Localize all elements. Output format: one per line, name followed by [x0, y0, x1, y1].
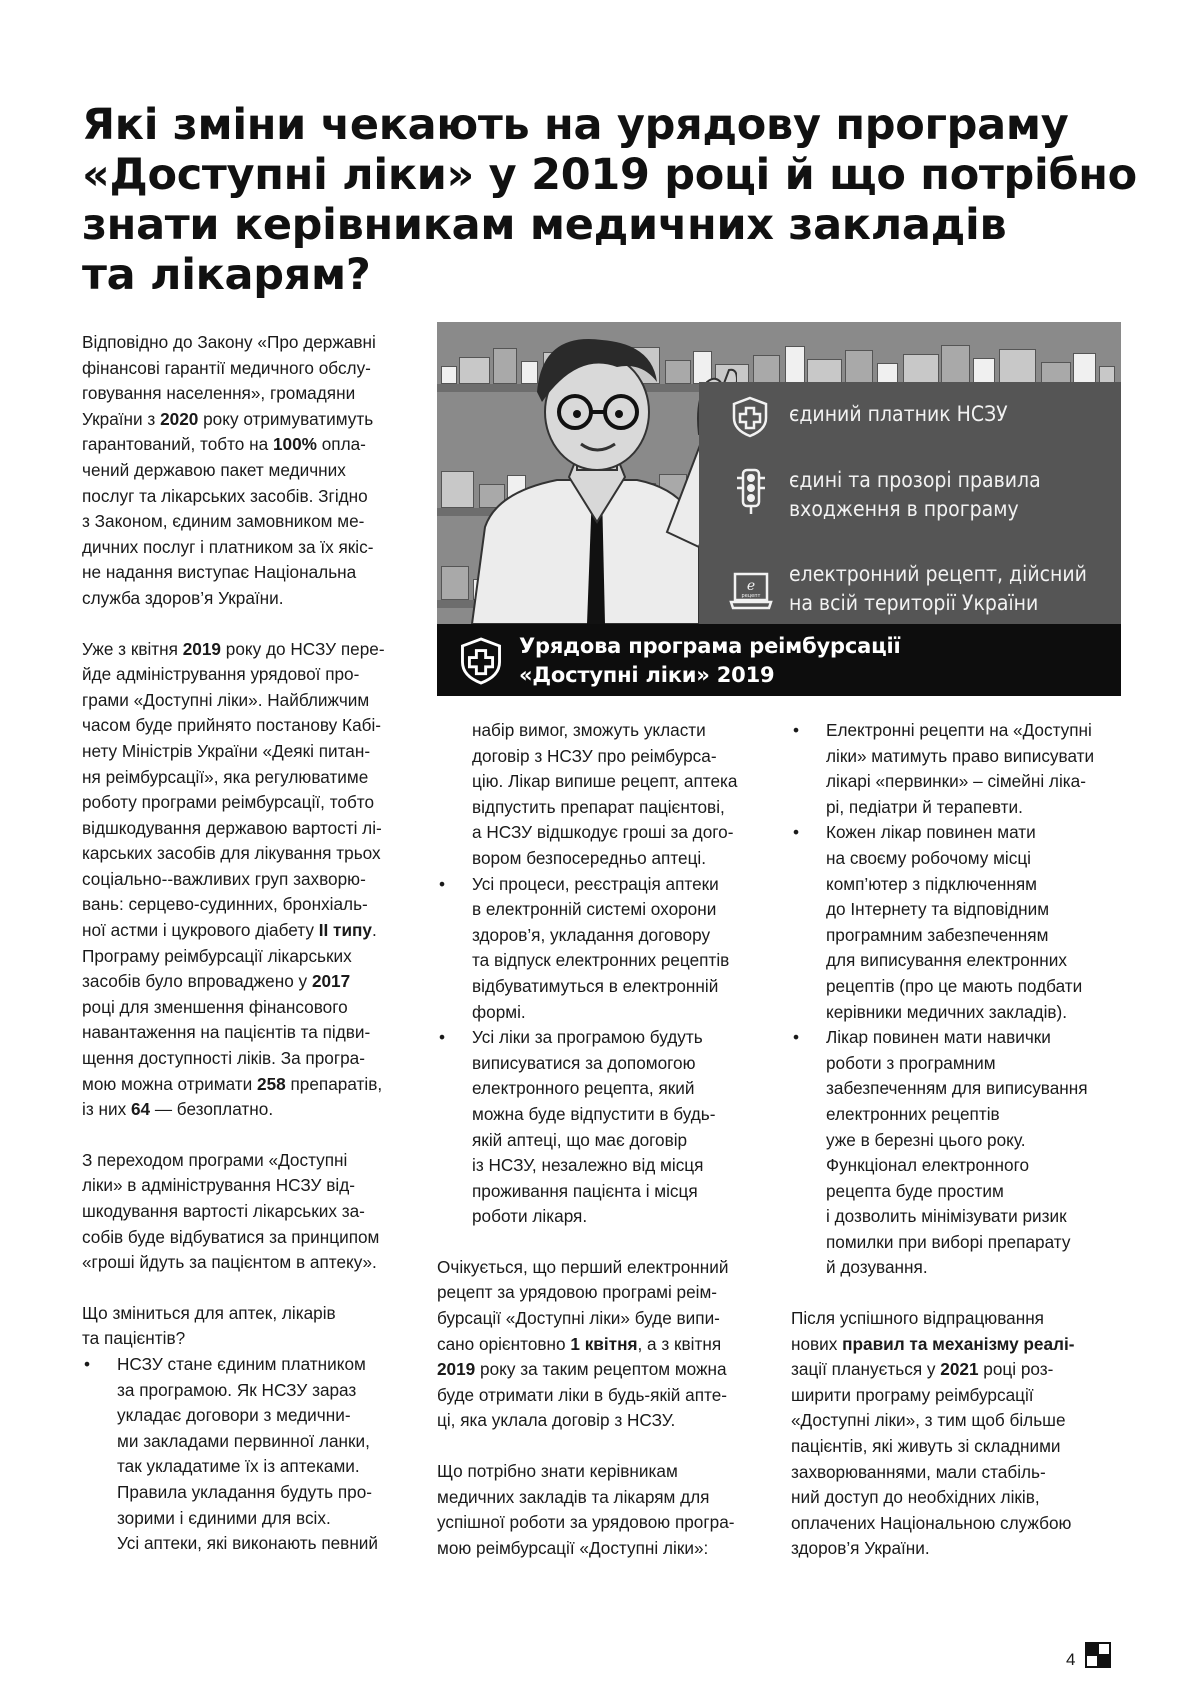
banner-title [519, 632, 900, 690]
bullet-dot: • [793, 1027, 800, 1048]
text-line: забезпеченням для виписування [826, 1078, 1088, 1099]
text-line: вором безпосередньо аптеці. [472, 847, 707, 868]
text-line: формі. [472, 1001, 526, 1022]
text-line: ми закладами первинної ланки, [117, 1430, 370, 1451]
paragraph-intro [82, 330, 402, 612]
list-item-text [826, 1025, 1121, 1281]
text-line: роботи з програмним [826, 1052, 996, 1073]
text-line: ширити програму реімбурсації [791, 1384, 1034, 1405]
text-line: навантаження на пацієнтів та підви- [82, 1022, 371, 1043]
shield-cross-icon [459, 636, 503, 686]
text-line: ної астми і цукрового діабету II типу. [82, 920, 377, 941]
text-line: Усі процеси, реєстрація аптеки [472, 873, 719, 894]
text-line: виписуватися за допомогою [472, 1052, 696, 1073]
title-line: «Доступні ліки» у 2019 році й що потрібно [82, 150, 1137, 200]
laptop-prescription-icon [729, 572, 773, 612]
text-line: Усі аптеки, які виконають певний [117, 1533, 379, 1554]
text-line: успішної роботи за урядовою програ- [437, 1512, 735, 1533]
feature-text: єдині та прозорі правила [789, 468, 1041, 492]
text-line: буде отримати ліки в будь-якій апте- [437, 1384, 728, 1405]
article-title [82, 100, 1137, 300]
title-line: знати керівникам медичних закладів [82, 200, 1007, 250]
traffic-light-icon [735, 468, 767, 516]
text-line: рецепт за урядовою програмі реім- [437, 1282, 718, 1303]
pharmacist-illustration [437, 322, 737, 624]
text-line: цію. Лікар випише рецепт, аптека [472, 771, 738, 792]
text-line: послуг та лікарських засобів. Згідно [82, 485, 368, 506]
feature-single-payer [789, 400, 1008, 429]
text-line: шкодування вартості лікарських за- [82, 1201, 365, 1221]
feature-text: входження в програму [789, 497, 1019, 521]
text-line: Усі ліки за програмою будуть [472, 1027, 703, 1048]
text-line: Кожен лікар повинен мати [826, 822, 1036, 843]
list-item-text [826, 820, 1121, 1025]
text-line: чений державою пакет медичних [82, 459, 346, 480]
text-line: сано орієнтовно 1 квітня, а з квітня [437, 1333, 722, 1354]
text-line: дичних послуг і платником за їх якіс- [82, 536, 374, 557]
medicine-box [807, 359, 842, 384]
text-line: України з 2020 року отримуватимуть [82, 408, 374, 429]
text-line: договір з НСЗУ про реімбурса- [472, 745, 717, 766]
text-line: електронних рецептів [826, 1103, 1000, 1124]
text-line: Програму реімбурсації лікарських [82, 945, 352, 966]
text-line: Відповідно до Закону «Про державні [82, 332, 376, 352]
list-item [791, 1025, 1121, 1281]
text-line: та пацієнтів? [82, 1328, 186, 1349]
bullet-dot: • [439, 1027, 446, 1048]
text-line: «гроші йдуть за пацієнтом в аптеку». [82, 1252, 377, 1273]
paragraph-transfer [82, 637, 402, 1123]
text-line: роботу програми реімбурсації, тобто [82, 792, 375, 813]
text-line: оплачених Національною службою [791, 1512, 1072, 1533]
list-item-text [472, 872, 762, 1026]
bullet-dot: • [84, 1353, 91, 1374]
text-line: здоров’я України. [791, 1538, 930, 1559]
text-line: роботи лікаря. [472, 1206, 588, 1227]
title-line: Які зміни чекають на урядову програму [82, 100, 1069, 150]
laptop-badge: e [746, 578, 756, 594]
text-line: Уже з квітня 2019 року до НСЗУ пере- [82, 638, 385, 659]
text-line: за програмою. Як НСЗУ зараз [117, 1379, 357, 1400]
title-line: та лікарям? [82, 250, 371, 300]
shield-cross-icon [731, 396, 769, 438]
text-line: програмним забезпеченням [826, 924, 1049, 945]
text-line: році для зменшення фінансового [82, 996, 348, 1017]
text-column-1 [82, 330, 402, 1557]
text-line: ці, яка уклала договір з НСЗУ. [437, 1410, 676, 1431]
text-line: укладає договори з медични- [117, 1405, 351, 1426]
text-line: відпустить препарат пацієнтові, [472, 796, 725, 817]
list-item [437, 1025, 762, 1230]
text-line: керівники медичних закладів). [826, 1001, 1068, 1022]
text-line: засобів було впроваджено у 2017 [82, 971, 351, 992]
text-line: Електронні рецепти на «Доступні [826, 720, 1092, 740]
text-line: зорими і єдиними для всіх. [117, 1507, 331, 1528]
text-line: грами «Доступні ліки». Найближчим [82, 689, 370, 710]
text-line: для виписування електронних [826, 950, 1067, 971]
text-line: 2019 року за таким рецептом можна [437, 1359, 727, 1380]
text-line: мою можна отримати 258 препаратів, [82, 1073, 383, 1094]
list-item-text [117, 1352, 402, 1557]
medicine-box [941, 345, 970, 384]
text-column-2 [437, 718, 762, 1561]
medicine-box [877, 363, 898, 384]
list-item [791, 820, 1121, 1025]
text-line: помилки при виборі препарату [826, 1231, 1071, 1252]
text-line: Лікар повинен мати навички [826, 1027, 1051, 1048]
text-line: лікарі «первинки» – сімейні ліка- [826, 771, 1086, 792]
text-line: Після успішного відпрацювання [791, 1308, 1044, 1329]
text-line: щення доступності ліків. За програ- [82, 1048, 365, 1069]
bullet-dot: • [793, 822, 800, 843]
list-item [82, 1352, 402, 1557]
program-banner [437, 624, 1121, 696]
text-line: а НСЗУ відшкодує гроші за дого- [472, 822, 734, 843]
text-line: так укладатиме їх із аптеками. [117, 1456, 360, 1477]
text-line: можна буде відпустити в будь- [472, 1103, 716, 1124]
list-item-continued [437, 718, 762, 872]
list-item [437, 872, 762, 1026]
text-line: якій аптеці, що має договір [472, 1129, 688, 1150]
text-column-3 [791, 718, 1121, 1562]
text-line: із них 64 — безоплатно. [82, 1099, 274, 1120]
page-number: 4 [1066, 1650, 1076, 1669]
text-line: говування населення», громадяни [82, 383, 356, 404]
list-item-text [826, 718, 1121, 820]
banner-line: Урядова програма реімбурсації [519, 634, 901, 658]
text-line: ня реімбурсації», яка регулюватиме [82, 766, 369, 787]
text-line: уже в березні цього року. [826, 1129, 1026, 1150]
text-line: собів буде відбуватися за принципом [82, 1226, 380, 1247]
medicine-box [845, 350, 873, 384]
medicine-box [1073, 353, 1096, 384]
text-line: з Законом, єдиним замовником ме- [82, 511, 365, 532]
text-line: часом буде прийнято постанову Кабі- [82, 715, 382, 736]
text-line: проживання пацієнта і місця [472, 1180, 698, 1201]
text-line: ліки» матимуть право виписувати [826, 745, 1095, 766]
list-item-text [472, 1025, 762, 1230]
text-line: медичних закладів та лікарям для [437, 1486, 710, 1507]
paragraph-expansion [791, 1306, 1121, 1562]
text-line: рецептів (про це мають подбати [826, 975, 1083, 996]
bullet-dot: • [793, 720, 800, 740]
text-line: нету Міністрів України «Деякі питан- [82, 740, 371, 761]
text-line: зації планується у 2021 році роз- [791, 1359, 1054, 1380]
text-line: Функціонал електронного [826, 1155, 1030, 1176]
text-line: набір вимог, зможуть укласти [472, 720, 706, 740]
text-line: і дозволить мінімізувати ризик [826, 1206, 1067, 1227]
text-line: комп’ютер з підключенням [826, 873, 1037, 894]
text-line: нових правил та механізму реалі- [791, 1333, 1075, 1354]
paragraph-question [82, 1301, 402, 1352]
medicine-box [973, 358, 995, 384]
laptop-caption: рецепт [741, 593, 761, 599]
feature-text: електронний рецепт, дійсний [789, 562, 1087, 586]
text-line: рі, педіатри й терапевти. [826, 796, 1023, 817]
banner-line: «Доступні ліки» 2019 [519, 663, 775, 687]
text-line: «Доступні ліки», з тим щоб більше [791, 1410, 1066, 1431]
text-line: соціально--важливих груп захворю- [82, 868, 366, 889]
text-line: Правила укладання будуть про- [117, 1481, 372, 1502]
feature-transparent-rules [789, 466, 1041, 524]
feature-e-prescription [789, 560, 1087, 618]
text-line: здоров’я, укладання договору [472, 924, 711, 945]
text-line: ний доступ до необхідних ліків, [791, 1487, 1040, 1508]
text-line: З переходом програми «Доступні [82, 1149, 348, 1170]
list-item [791, 718, 1121, 820]
text-line: в електронній системі охорони [472, 899, 717, 920]
text-line: карських засобів для лікування трьох [82, 843, 381, 864]
text-line: НСЗУ стане єдиним платником [117, 1353, 366, 1374]
text-line: не надання виступає Національна [82, 562, 357, 583]
paragraph-principle [82, 1148, 402, 1276]
medicine-box [1041, 362, 1071, 384]
text-line: Що потрібно знати керівникам [437, 1461, 678, 1482]
text-line: Очікується, що перший електронний [437, 1256, 729, 1277]
text-line: до Інтернету та відповідним [826, 899, 1050, 920]
paragraph-what-to-know [437, 1459, 762, 1561]
text-line: й дозування. [826, 1257, 928, 1278]
medicine-box [903, 354, 939, 384]
paragraph-first-prescription [437, 1255, 762, 1434]
text-line: фінансові гарантії медичного обслу- [82, 357, 371, 378]
bullet-dot: • [439, 873, 446, 894]
text-line: рецепта буде простим [826, 1180, 1004, 1201]
features-panel [699, 382, 1121, 646]
text-line: із НСЗУ, незалежно від місця [472, 1155, 704, 1176]
text-line: на своєму робочому місці [826, 847, 1031, 868]
text-line: гарантований, тобто на 100% опла- [82, 434, 366, 455]
text-line: захворюваннями, мали стабіль- [791, 1461, 1046, 1482]
text-line: пацієнтів, які живуть зі складними [791, 1436, 1061, 1457]
text-line: служба здоров’я України. [82, 587, 284, 608]
logo-grid-icon [1085, 1642, 1111, 1668]
text-line: мою реімбурсації «Доступні ліки»: [437, 1537, 709, 1558]
medicine-box [753, 355, 780, 384]
feature-text: на всій території України [789, 591, 1039, 615]
text-line: відшкодування державою вартості лі- [82, 817, 382, 838]
text-line: електронного рецепта, який [472, 1078, 695, 1099]
text-line: ліки» в адміністрування НСЗУ від- [82, 1175, 355, 1196]
text-line: бурсації «Доступні ліки» буде випи- [437, 1308, 720, 1329]
text-line: та відпуск електронних рецептів [472, 950, 730, 971]
text-line: відбуватимуться в електронній [472, 975, 719, 996]
text-line: вань: серцево-судинних, бронхіаль- [82, 894, 368, 915]
infographic [437, 322, 1121, 696]
text-line: йде адміністрування урядової про- [82, 664, 360, 685]
medicine-box [999, 349, 1036, 384]
medicine-box [785, 346, 805, 384]
list-item-text [472, 718, 762, 872]
feature-text: єдиний платник НСЗУ [789, 402, 1008, 426]
text-line: Що зміниться для аптек, лікарів [82, 1302, 336, 1323]
